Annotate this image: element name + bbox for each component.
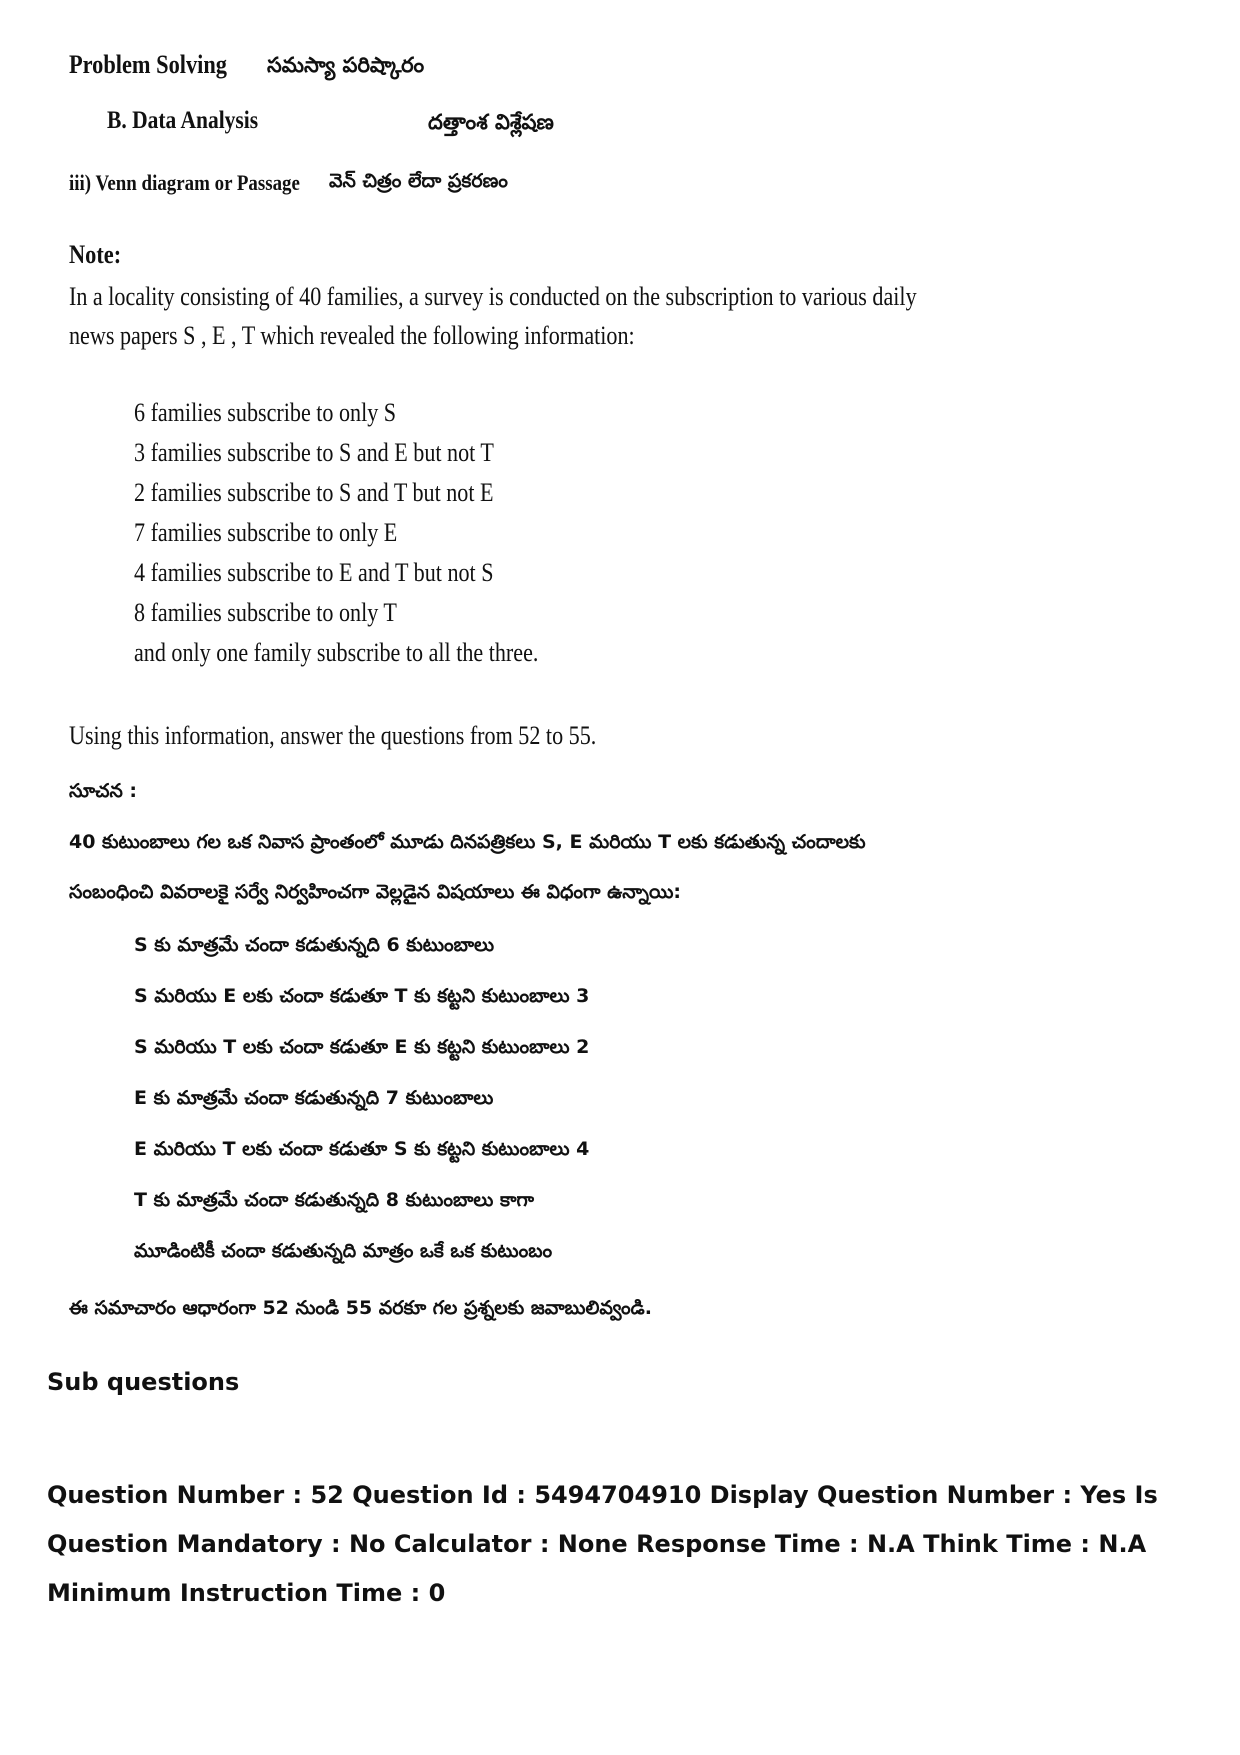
list-item: 2 families subscribe to S and T but not E [134, 478, 494, 507]
sub-questions-heading: Sub questions [47, 1368, 240, 1396]
subject-title: Problem Solving [69, 50, 227, 79]
passage-intro-line-2-telugu: సంబంధించి వివరాలకై సర్వే నిర్వహించగా వెల్లడైన విషయాలు ఈ విధంగా ఉన్నాయి: [69, 881, 682, 903]
subject-title-telugu: సమస్యా పరిష్కారం [267, 53, 425, 77]
list-item: 6 families subscribe to only S [134, 398, 397, 427]
section-title: B. Data Analysis [107, 107, 259, 134]
list-item: E మరియు T లకు చందా కడుతూ S కు కట్టని కుటుంబాలు 4 [134, 1138, 590, 1160]
list-item: 7 families subscribe to only E [134, 518, 398, 547]
question-metadata: Question Number : 52 Question Id : 5494704910 Display Question Number : Yes Is Question Mandatory : No Calculator : None Response Time : N.A Think Time : N.A Minimum Instruction Time : 0 [47, 1481, 1158, 1607]
survey-facts-list-telugu [134, 920, 589, 1277]
list-item: S కు మాత్రమే చందా కడుతున్నది 6 కుటుంబాలు [134, 934, 495, 956]
list-item: మూడింటికీ చందా కడుతున్నది మాత్రం ఒకే ఒక కుటుంబం [134, 1240, 553, 1262]
survey-facts-list [134, 393, 610, 673]
list-item: S మరియు E లకు చందా కడుతూ T కు కట్టని కుటుంబాలు 3 [134, 985, 590, 1007]
note-label-telugu: సూచన : [69, 780, 138, 802]
list-item: and only one family subscribe to all the three. [134, 638, 539, 667]
list-item: 4 families subscribe to E and T but not S [134, 558, 494, 587]
list-item: T కు మాత్రమే చందా కడుతున్నది 8 కుటుంబాలు కాగా [134, 1189, 534, 1211]
passage-instruction-telugu: ఈ సమాచారం ఆధారంగా 52 నుండి 55 వరకూ గల ప్రశ్నలకు జవాబులివ్వండి. [69, 1297, 652, 1319]
passage-intro-line-1-telugu: 40 కుటుంబాలు గల ఒక నివాస ప్రాంతంలో మూడు దినపత్రికలు S, E మరియు T లకు కడుతున్న చందాలకు [69, 831, 866, 853]
note-label: Note: [69, 240, 122, 269]
list-item: S మరియు T లకు చందా కడుతూ E కు కట్టని కుటుంబాలు 2 [134, 1036, 590, 1058]
section-title-telugu: దత్తాంశ విశ్లేషణ [428, 110, 554, 134]
list-item: 3 families subscribe to S and E but not T [134, 438, 494, 467]
topic-title-telugu: వెన్ చిత్రం లేదా ప్రకరణం [329, 170, 508, 192]
list-item: 8 families subscribe to only T [134, 598, 397, 627]
passage-instruction: Using this information, answer the questions from 52 to 55. [69, 721, 597, 750]
list-item: E కు మాత్రమే చందా కడుతున్నది 7 కుటుంబాలు [134, 1087, 494, 1109]
passage-intro-line-2: news papers S , E , T which revealed the following information: [69, 321, 635, 350]
topic-title: iii) Venn diagram or Passage [69, 170, 300, 195]
passage-intro-line-1: In a locality consisting of 40 families, a survey is conducted on the subscription to various daily [69, 282, 917, 311]
